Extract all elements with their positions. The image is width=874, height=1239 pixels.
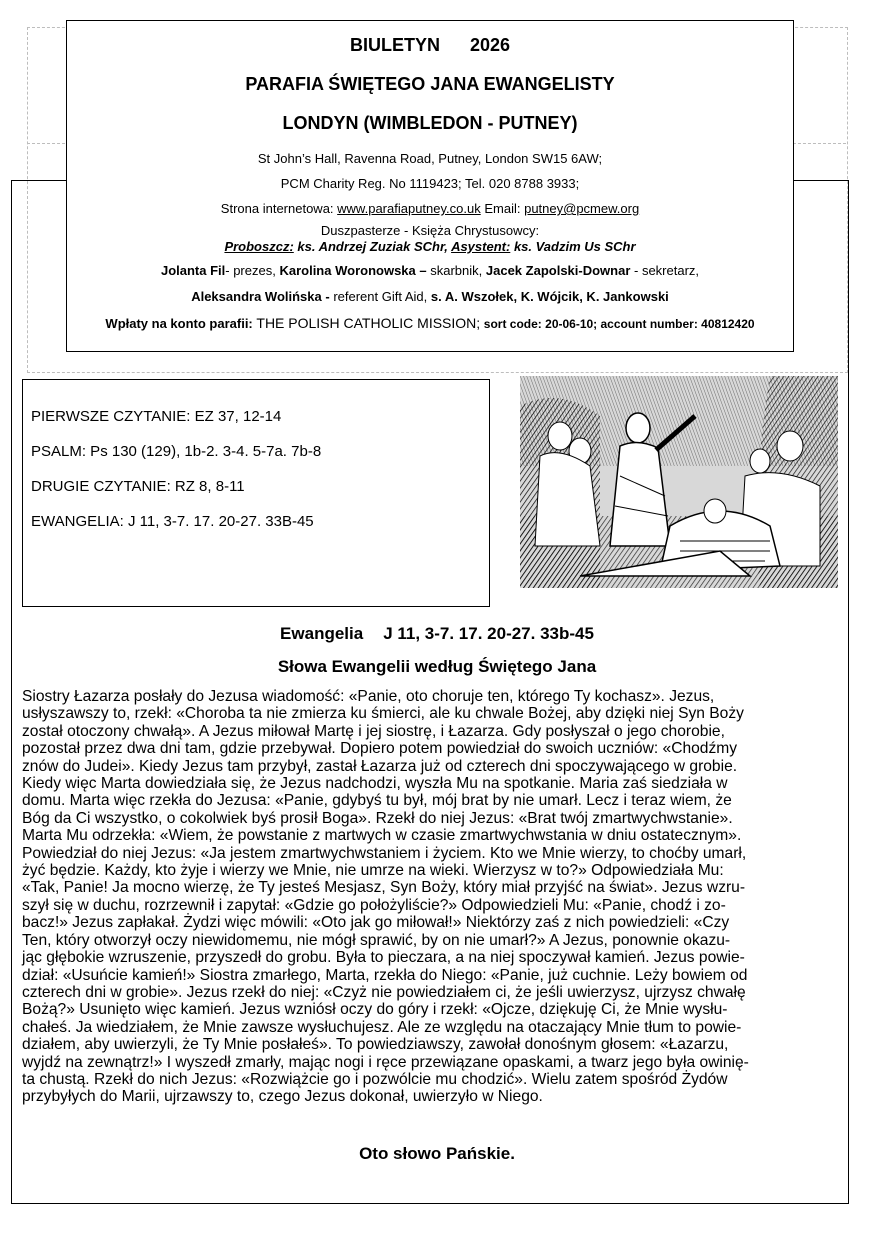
gospel-line: znów do Judei». Kiedy Jezus tam przybył, zastał Łazarza już od czterech dni spoczywającego w grobie. <box>22 757 738 775</box>
gospel-heading: Ewangelia J 11, 3-7. 17. 20-27. 33b-45 <box>280 624 594 643</box>
council-line-2: Aleksandra Wolińska - referent Gift Aid, s. A. Wszołek, K. Wójcik, K. Jankowski <box>191 289 669 304</box>
gospel-line: ta chustą. Rzekł do nich Jezus: «Rozwiążcie go i pozwólcie mu chodzić». Wielu zatem spośród Żydów <box>22 1070 728 1088</box>
raising-of-lazarus-illustration <box>520 376 838 588</box>
gospel-line: dział: «Usuńcie kamień!» Siostra zmarłego, Marta, rzekła do Niego: «Panie, już cuchnie. Leży bowiem od <box>22 966 748 984</box>
gospel-line: działem, aby uwierzyli, że Ty Mnie posłałeś». To powiedziawszy, zawołał donośnym głosem: «Łazarzu, <box>22 1036 729 1054</box>
gospel-subheading: Słowa Ewangelii według Świętego Jana <box>277 657 597 676</box>
gospel-line: Bożą?» Usunięto więc kamień. Jezus wzniósł oczy do góry i rzekł: «Ojcze, dziękuję Ci, że Mnie wysłu- <box>22 1001 728 1019</box>
council-line-1: Jolanta Fil- prezes, Karolina Woronowska – skarbnik, Jacek Zapolski-Downar - sekretarz, <box>160 263 700 278</box>
email-link[interactable]: putney@pcmew.org <box>524 201 640 216</box>
gospel-line: przybyłych do Marii, ujrzawszy to, czego Jezus dokonał, uwierzyło w Niego. <box>22 1088 543 1106</box>
first-reading: PIERWSZE CZYTANIE: EZ 37, 12-14 <box>31 408 282 425</box>
clergy-line: Proboszcz: ks. Andrzej Zuziak SChr, Asystent: ks. Vadzim Us SChr <box>224 239 636 254</box>
parish-location: LONDYN (WIMBLEDON - PUTNEY) <box>282 113 578 133</box>
parish-address: St John’s Hall, Ravenna Road, Putney, London SW15 6AW; <box>257 151 603 166</box>
gospel-line: Marta Mu odrzekła: «Wiem, że powstanie z martwych w czasie zmartwychwstania w dniu ostatecznym». <box>22 827 742 845</box>
gospel-line: usłyszawszy to, rzekł: «Choroba ta nie zmierza ku śmierci, ale ku chwale Bożej, aby dzięki niej Syn Boży <box>22 705 744 723</box>
bulletin-title: BIULETYN 2026 <box>349 35 511 55</box>
gospel-line: Ten, który otworzył oczy niewidomemu, nie mógł sprawić, by on nie umarł?» A Jezus, ponownie okazu- <box>22 931 731 949</box>
parish-name: PARAFIA ŚWIĘTEGO JANA EWANGELISTY <box>245 74 615 94</box>
gospel-line: bacz!» Jezus zapłakał. Żydzi więc mówili: «Oto jak go miłował!» Niektórzy zaś z nich powiedzieli: «Czy <box>22 914 730 932</box>
contact-line: Strona internetowa: www.parafiaputney.co.uk Email: putney@pcmew.org <box>220 201 640 216</box>
gospel-line: szył się w duchu, rozrzewnił i zapytał: «Gdzie go położyliście?» Odpowiedzieli Mu: «Panie, chodź i zo- <box>22 896 726 914</box>
gospel-line: Powiedział do niej Jezus: «Ja jestem zmartwychwstaniem i życiem. Kto we Mnie wierzy, to choćby umarł, <box>22 844 747 862</box>
gospel-closing: Oto słowo Pańskie. <box>359 1144 515 1163</box>
gospel-line: został otoczony chwałą». A Jezus miłował Martę i jej siostrę, i Łazarza. Gdy posłyszał o jego chorobie, <box>22 722 725 740</box>
gospel-line: jąc głębokie wzruszenie, przyszedł do grobu. Była to pieczara, a na niej spoczywał kamień. Jezus powie- <box>22 949 745 967</box>
charity-info: PCM Charity Reg. No 1119423; Tel. 020 8788 3933; <box>280 176 580 191</box>
gospel-line: czterech dni w grobie». Jezus rzekł do niej: «Czyż nie powiedziałem ci, że jeśli uwierzysz, ujrzysz chwałę <box>22 983 746 1001</box>
gospel-line: Kiedy więc Marta dowiedziała się, że Jezus nadchodzi, wyszła Mu na spotkanie. Maria zaś siedziała w <box>22 775 728 793</box>
website-link[interactable]: www.parafiaputney.co.uk <box>337 201 481 216</box>
bulletin-header <box>66 20 794 352</box>
gospel-line: żyć będzie. Każdy, kto żyje i wierzy we Mnie, nie umrze na wieki. Wierzysz w to?» Odpowiedziała Mu: <box>22 862 724 880</box>
gospel-text <box>22 688 848 1106</box>
clergy-heading: Duszpasterze - Księża Chrystusowcy: <box>320 223 540 238</box>
gospel-line: domu. Marta więc rzekła do Jezusa: «Panie, gdybyś tu był, mój brat by nie umarł. Lecz i teraz wiem, że <box>22 792 732 810</box>
gospel-line: pozostał przez dwa dni tam, gdzie przebywał. Dopiero potem powiedział do swoich uczniów: «Chodźmy <box>22 740 738 758</box>
readings-box <box>22 379 490 607</box>
payment-line: Wpłaty na konto parafii: THE POLISH CATHOLIC MISSION; sort code: 20-06-10; account number: 40812420 <box>105 315 755 331</box>
gospel-line: Bóg da Ci wszystko, o cokolwiek byś prosił Boga». Rzekł do niej Jezus: «Brat twój zmartwychwstanie». <box>22 809 733 827</box>
psalm: PSALM: Ps 130 (129), 1b-2. 3-4. 5-7a. 7b-8 <box>31 443 322 460</box>
gospel-line: wyjdź na zewnątrz!» I wyszedł zmarły, mając nogi i ręce przewiązane opaskami, a twarz jego była owinię- <box>22 1053 749 1071</box>
gospel-line: «Tak, Panie! Ja mocno wierzę, że Ty jesteś Mesjasz, Syn Boży, który miał przyjść na świat». Jezus wzru- <box>22 879 746 897</box>
gospel-line: Siostry Łazarza posłały do Jezusa wiadomość: «Panie, oto choruje ten, którego Ty kochasz». Jezus, <box>22 688 715 705</box>
bulletin-year: 2026 <box>469 35 511 55</box>
gospel-line: chałeś. Ja wiedziałem, że Mnie zawsze wysłuchujesz. Ale ze względu na otaczający Mnie tłum to powie- <box>22 1018 742 1036</box>
gospel-reading: EWANGELIA: J 11, 3-7. 17. 20-27. 33B-45 <box>31 513 314 530</box>
second-reading: DRUGIE CZYTANIE: RZ 8, 8-11 <box>31 478 245 495</box>
